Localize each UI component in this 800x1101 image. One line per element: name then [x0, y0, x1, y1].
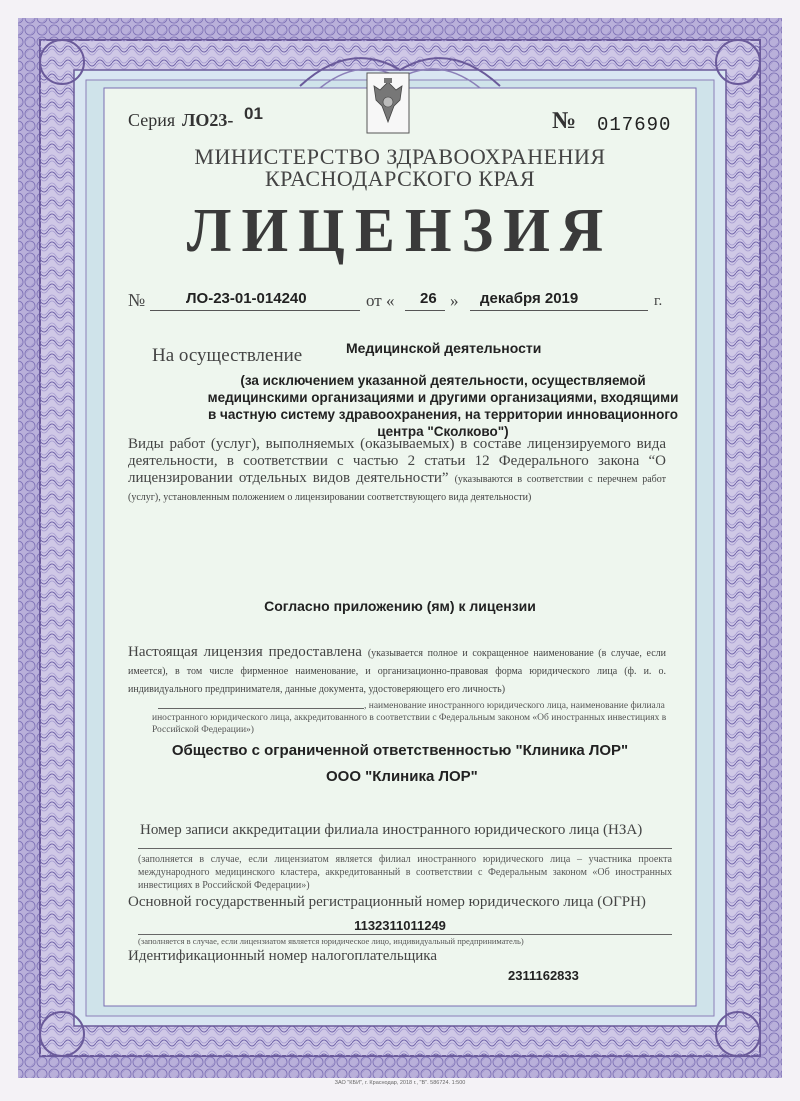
printer-footer: ЗАО "КБИ", г. Краснодар, 2018 г., "В". 586724. 1:500 [334, 1080, 466, 1086]
license-number-underline [150, 310, 360, 311]
license-day-underline [405, 310, 445, 311]
nza-note: (заполняется в случае, если лицензиатом является филиал иностранного юридического лица – участника проекта международного медицинского кластера, аккредитованный в соответствии с Федеральным законом «Об иностранных инвестициях в Российской Федерации») [138, 854, 672, 891]
licensee-text-main: Настоящая лицензия предоставлена [128, 644, 362, 660]
licensee-foreign-note: , наименование иностранного юридического лица, наименование филиала иностранного юридического лица, аккредитованного в соответствии с Федеральным законом «Об иностранных инвестициях в Российской Федерации») [152, 701, 667, 735]
nza-underline [138, 848, 672, 849]
license-date-underline [470, 310, 648, 311]
inn-value: 2311162833 [508, 968, 579, 983]
ogrn-underline [138, 934, 672, 935]
license-month-year: декабря 2019 [480, 290, 579, 307]
works-text-main: Виды работ (услуг), выполняемых (оказываемых) в составе лицензируемого вида деятельности, в соответствии с частью 2 статьи 12 Федерального закона “О лицензировании отдельных видов деятельности” [128, 436, 666, 486]
license-year-suffix: г. [654, 293, 663, 309]
blank-number: 017690 [597, 114, 672, 136]
license-day: 26 [420, 290, 437, 307]
series-code: ЛО23- [182, 110, 234, 130]
inn-label: Идентификационный номер налогоплательщика [128, 948, 438, 964]
license-number: ЛО-23-01-014240 [186, 290, 307, 307]
ogrn-label: Основной государственный регистрационный номер юридического лица (ОГРН) [128, 894, 646, 910]
licensee-description [128, 644, 666, 698]
number-sign: № [552, 108, 577, 134]
licensee-full-name: Общество с ограниченной ответственностью "Клиника ЛОР" [171, 742, 629, 759]
activity-note: (за исключением указанной деятельности, осуществляемой медицинскими организациями и другими организациями, входящими в частную систему здравоохранения, на территории инновационного центра "Сколково") [207, 373, 679, 439]
document-title: ЛИЦЕНЗИЯ [186, 195, 614, 265]
ministry-line1: МИНИСТЕРСТВО ЗДРАВООХРАНЕНИЯ [194, 144, 606, 169]
activity-label: На осуществление [152, 345, 303, 366]
works-text-small: (указываются в соответствии с перечнем работ (услуг), установленным положением о лицензировании соответствующего вида деятельности) [128, 474, 666, 503]
series-label: Серия [128, 110, 176, 130]
works-value: Согласно приложению (ям) к лицензии [264, 598, 536, 614]
license-close-quote: » [450, 291, 459, 310]
works-description [128, 436, 666, 506]
nza-label: Номер записи аккредитации филиала иностранного юридического лица (НЗА) [140, 822, 643, 838]
ogrn-note: (заполняется в случае, если лицензиатом является юридическое лицо, индивидуальный предприниматель) [138, 936, 524, 946]
ogrn-value: 1132311011249 [354, 918, 446, 933]
licensee-short-name: ООО "Клиника ЛОР" [326, 768, 478, 785]
licensee-text-small: (указывается полное и сокращенное наименование (в случае, если имеется), в том числе фирменное наименование, и организационно-правовая форма юридического лица (ф. и. о. индивидуального предпринимателя, данные документа, удостоверяющего его личность) [128, 648, 666, 695]
coat-of-arms-icon [366, 72, 410, 134]
activity-type: Медицинской деятельности [346, 340, 542, 356]
ministry-line2: КРАСНОДАРСКОГО КРАЯ [264, 166, 536, 191]
license-number-sign: № [128, 290, 146, 310]
license-from-label: от « [366, 291, 395, 310]
series-suffix: 01 [244, 104, 263, 123]
